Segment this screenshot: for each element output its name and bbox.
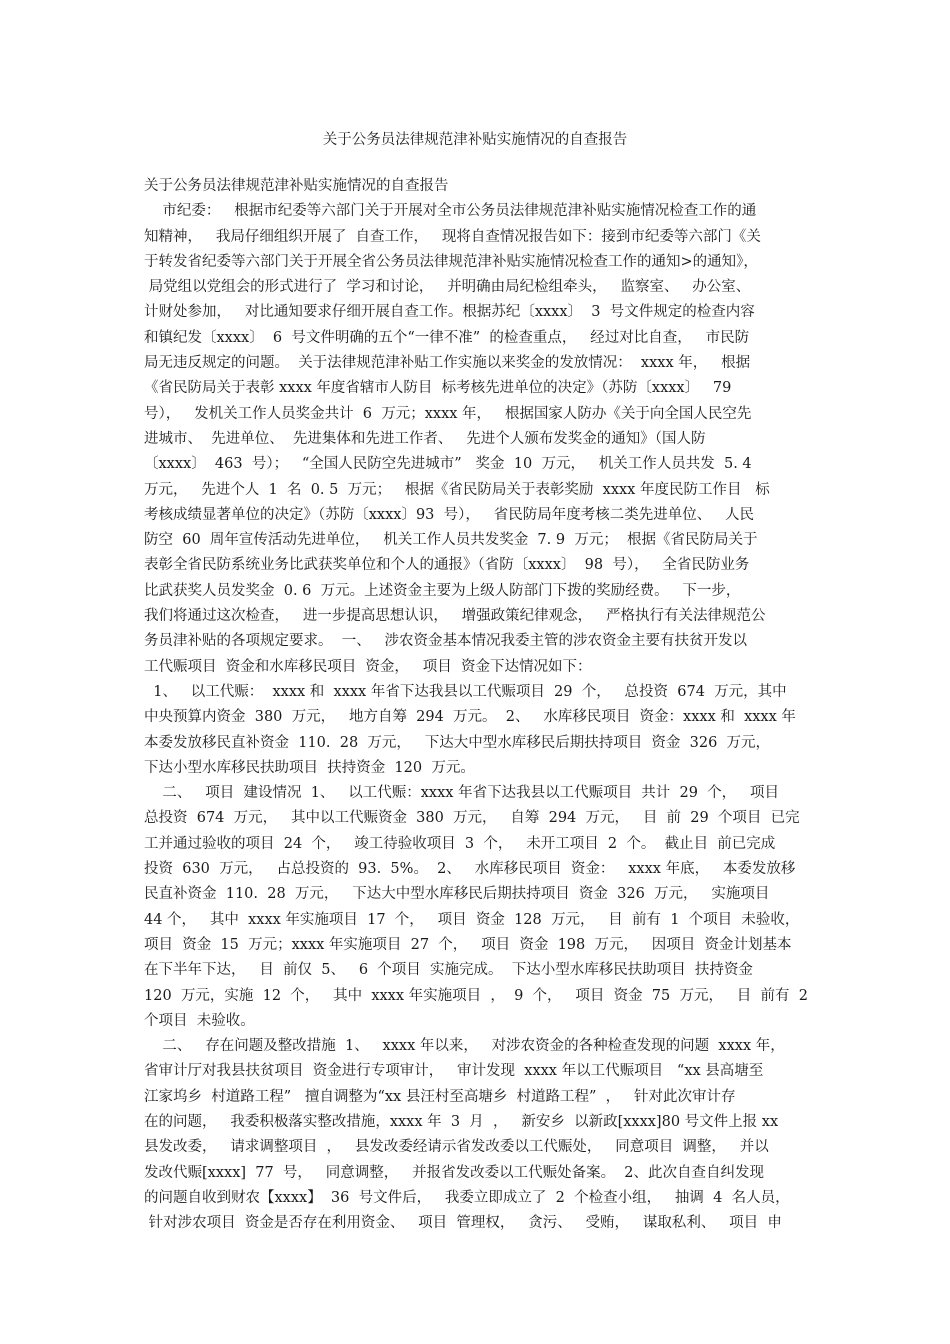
body-line: 于转发省纪委等六部门关于开展全省公务员法律规范津补贴实施情况检查工作的通知>的通知》， xyxy=(144,253,758,270)
body-line: 的问题自收到财农【xxxx】 36 号文件后， 我委立即成立了 2 个检查小组， 抽调 4 名人员， xyxy=(144,1189,790,1206)
body-line: 工并通过验收的项目 24 个， 竣工待验收项目 3 个， 未开工项目 2 个。 截止目 前已完成 xyxy=(144,835,776,852)
body-line: 知精神， 我局仔细组织开展了 自查工作， 现将自查情况报告如下：接到市纪委等六部门《关 xyxy=(144,228,761,245)
body-line: 计财处参加， 对比通知要求仔细开展自查工作。根据苏纪〔xxxx〕 3 号文件规定的检查内容 xyxy=(144,304,755,321)
body-line: 投资 630 万元， 占总投资的 93. 5%。 2、 水库移民项目 资金： xxxx 年底， 本委发放移 xyxy=(144,861,796,878)
body-line: 个项目 未验收。 xyxy=(144,1012,255,1029)
body-line: 考核成绩显著单位的决定》（苏防〔xxxx〕93 号）， 省民防局年度考核二类先进单位、 人民 xyxy=(144,506,755,523)
body-line: 中央预算内资金 380 万元， 地方自筹 294 万元。 2、 水库移民项目 资金：xxxx 和 xxxx 年 xyxy=(144,709,796,726)
body-line: 二、 存在问题及整改措施 1、 xxxx 年以来， 对涉农资金的各种检查发现的问题 xxxx 年， xyxy=(144,1038,785,1055)
body-line: 44 个， 其中 xxxx 年实施项目 17 个， 项目 资金 128 万元， 目 前有 1 个项目 未验收， xyxy=(144,911,800,928)
body-line: 防空 60 周年宣传活动先进单位， 机关工作人员共发奖金 7. 9 万元； 根据《省民防局关于 xyxy=(144,532,758,549)
body-line: 进城市、 先进单位、 先进集体和先进工作者、 先进个人颁布发奖金的通知》（国人防 xyxy=(144,430,706,447)
body-line: 工代赈项目 资金和水库移民项目 资金， 项目 资金下达情况如下： xyxy=(144,658,592,675)
body-line: 和镇纪发〔xxxx〕 6 号文件明确的五个“一律不准” 的检查重点， 经过对比自查， 市民防 xyxy=(144,329,750,346)
body-line: 在的问题， 我委积极落实整改措施，xxxx 年 3 月 ， 新安乡 以新政[xxxx]80 号文件上报 xx xyxy=(144,1113,779,1130)
body-line: 万元， 先进个人 1 名 0. 5 万元； 根据《省民防局关于表彰奖励 xxxx 年度民防工作目 标 xyxy=(144,481,770,498)
body-line: 二、 项目 建设情况 1、 以工代赈：xxxx 年省下达我县以工代赈项目 共计 29 个， 项目 xyxy=(144,785,780,802)
body-line: 《省民防局关于表彰 xxxx 年度省辖市人防目 标考核先进单位的决定》（苏防〔xxxx〕 79 xyxy=(144,380,732,397)
body-line: 局党组以党组会的形式进行了 学习和讨论， 并明确由局纪检组牵头， 监察室、 办公室、 xyxy=(144,279,751,296)
body-line: 下达小型水库移民扶助项目 扶持资金 120 万元。 xyxy=(144,759,475,776)
body-line: 针对涉农项目 资金是否存在利用资金、 项目 管理权， 贪污、 受贿， 谋取私利、 项目 申 xyxy=(144,1215,782,1232)
body-line: 1、 以工代赈： xxxx 和 xxxx 年省下达我县以工代赈项目 29 个， 总投资 674 万元，其中 xyxy=(144,683,787,700)
body-line: 项目 资金 15 万元；xxxx 年实施项目 27 个， 项目 资金 198 万元， 因项目 资金计划基本 xyxy=(144,936,792,953)
body-line: 〔xxxx〕 463 号）； “全国人民防空先进城市” 奖金 10 万元， 机关工作人员共发 5. 4 xyxy=(144,456,752,473)
body-line: 务员津补贴的各项规定要求。 一、 涉农资金基本情况我委主管的涉农资金主要有扶贫开发以 xyxy=(144,633,748,650)
body-line: 省审计厅对我县扶贫项目 资金进行专项审计， 审计发现 xxxx 年以工代赈项目 “xx 县高塘至 xyxy=(144,1063,764,1080)
body-line: 在下半年下达， 目 前仅 5、 6 个项目 实施完成。 下达小型水库移民扶助项目 扶持资金 xyxy=(144,962,753,979)
body-line: 表彰全省民防系统业务比武获奖单位和个人的通报》（省防〔xxxx〕 98 号）， 全省民防业务 xyxy=(144,557,750,574)
body-line: 县发改委， 请求调整项目 ， 县发改委经请示省发改委以工代赈处， 同意项目 调整， 并以 xyxy=(144,1139,769,1156)
body-line: 号）， 发机关工作人员奖金共计 6 万元；xxxx 年， 根据国家人防办《关于向全国人民空先 xyxy=(144,405,752,422)
body-line: 民直补资金 110. 28 万元， 下达大中型水库移民后期扶持项目 资金 326 万元， 实施项目 xyxy=(144,886,770,903)
body-line: 本委发放移民直补资金 110. 28 万元， 下达大中型水库移民后期扶持项目 资金 326 万元， xyxy=(144,734,771,751)
body-line: 我们将通过这次检查， 进一步提高思想认识， 增强政策纪律观念， 严格执行有关法律规范公 xyxy=(144,608,766,625)
body-line: 关于公务员法律规范津补贴实施情况的自查报告 xyxy=(144,178,449,194)
body-line: 江家坞乡 村道路工程” 擅自调整为“xx 县汪村至高塘乡 村道路工程” ， 针对此次审计存 xyxy=(144,1088,736,1105)
document-body xyxy=(144,174,824,1236)
body-line: 发改代赈[xxxx] 77 号， 同意调整， 并报省发改委以工代赈处备案。 2、此次自查自纠发现 xyxy=(144,1164,765,1181)
body-line: 市纪委： 根据市纪委等六部门关于开展对全市公务员法律规范津补贴实施情况检查工作的通 xyxy=(144,203,757,220)
body-line: 120 万元，实施 12 个， 其中 xxxx 年实施项目 ， 9 个， 项目 资金 75 万元， 目 前有 2 xyxy=(144,987,808,1004)
body-line: 总投资 674 万元， 其中以工代赈资金 380 万元， 自筹 294 万元， 目 前 29 个项目 已完 xyxy=(144,810,800,827)
body-line: 局无违反规定的问题。 关于法律规范津补贴工作实施以来奖金的发放情况： xxxx 年， 根据 xyxy=(144,355,751,372)
document-title: 关于公务员法律规范津补贴实施情况的自查报告 xyxy=(322,132,628,148)
body-line: 比武获奖人员发奖金 0. 6 万元。上述资金主要为上级人防部门下拨的奖励经费。 下一步， xyxy=(144,582,741,599)
